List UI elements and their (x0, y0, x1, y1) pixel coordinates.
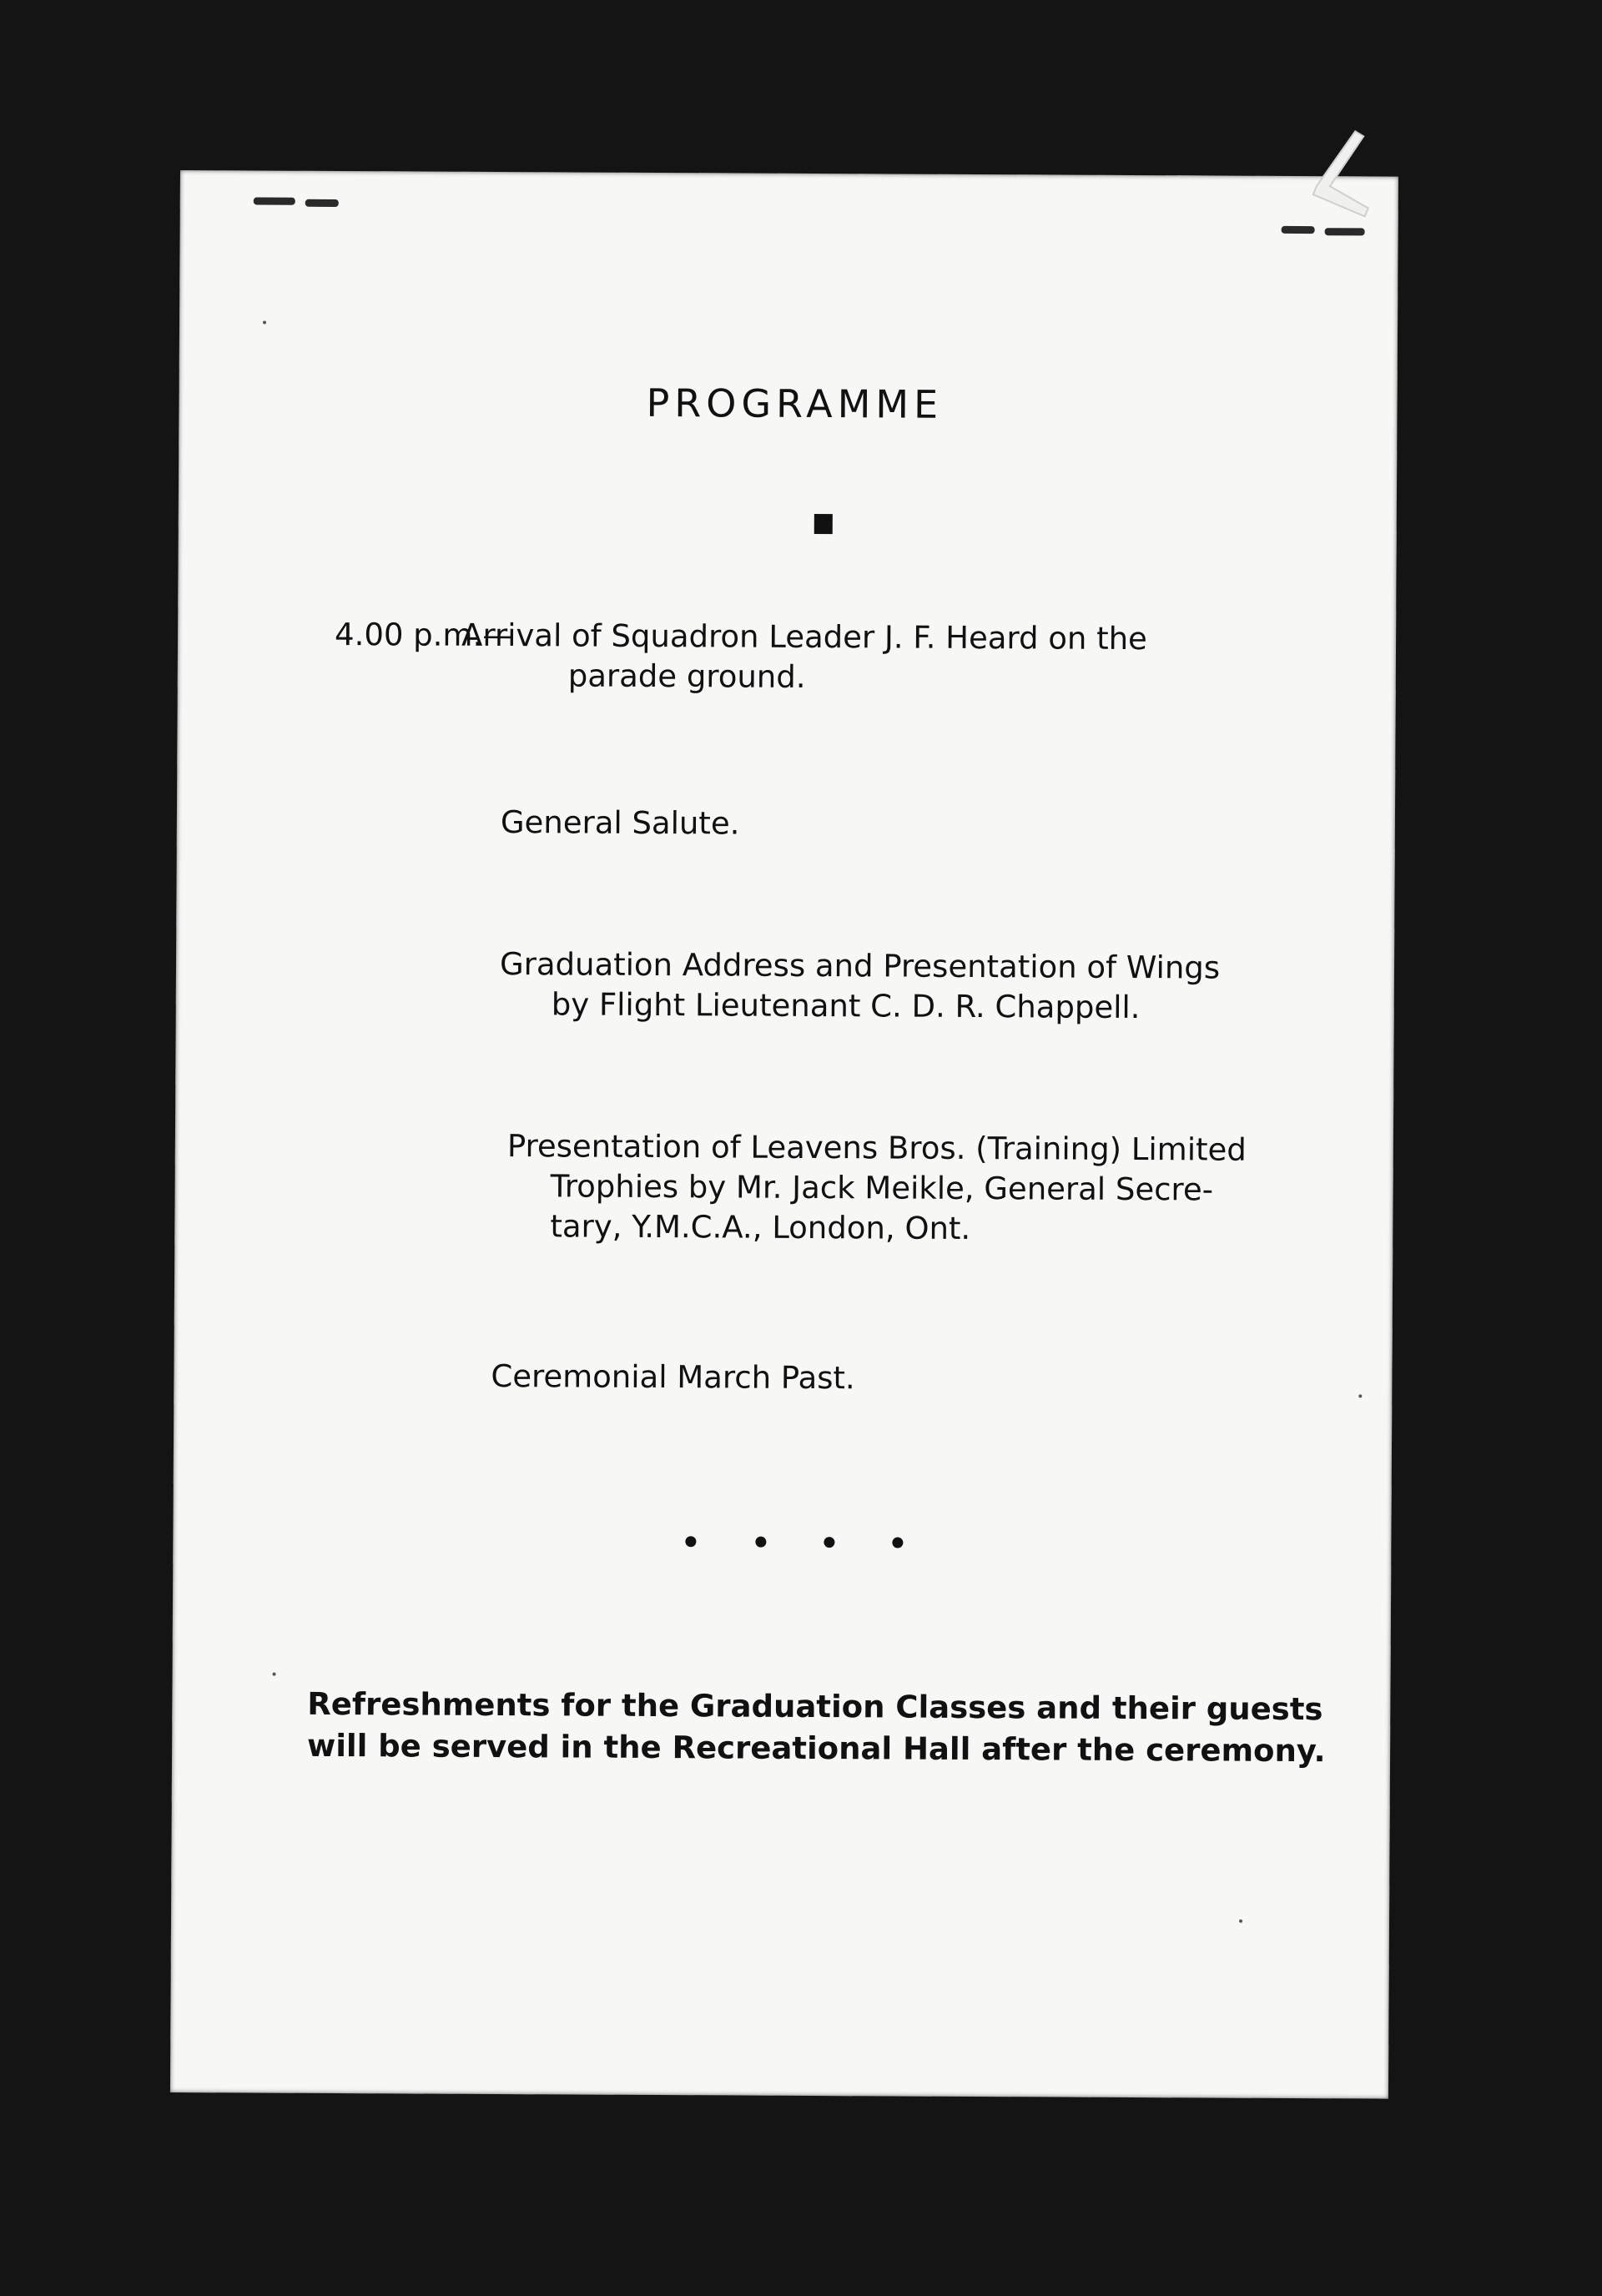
programme-title: PROGRAMME (646, 380, 944, 427)
programme-item-line: parade ground. (567, 657, 806, 695)
clip-mark (254, 197, 295, 204)
programme-item-line: General Salute. (500, 804, 740, 842)
square-ornament (814, 514, 833, 534)
programme-item-line: Arrival of Squadron Leader J. F. Heard on the (461, 617, 1147, 657)
programme-card (170, 170, 1398, 2099)
dot-ornament (685, 1536, 696, 1547)
dot-ornament (892, 1537, 903, 1548)
programme-item-line: Presentation of Leavens Bros. (Training) Limited (506, 1128, 1247, 1168)
item-time: 4.00 p.m.— (334, 616, 514, 654)
dust-speck (263, 321, 266, 325)
clip-mark (305, 199, 339, 207)
programme-item-line: Ceremonial March Past. (491, 1357, 855, 1397)
dust-speck (1239, 1920, 1242, 1923)
footer-note-line: will be served in the Recreational Hall after the ceremony. (307, 1727, 1326, 1770)
programme-item-line: tary, Y.M.C.A., London, Ont. (550, 1208, 971, 1246)
clip-mark (1325, 228, 1365, 235)
dot-ornament (824, 1537, 834, 1548)
programme-item-line: by Flight Lieutenant C. D. R. Chappell. (551, 986, 1141, 1026)
programme-item-line: Trophies by Mr. Jack Meikle, General Secre- (550, 1168, 1214, 1208)
dust-speck (273, 1673, 276, 1676)
footer-note-line: Refreshments for the Graduation Classes and their guests (307, 1685, 1323, 1728)
torn-tab-mark (1297, 128, 1373, 219)
dust-speck (1358, 1394, 1362, 1397)
dot-ornament (755, 1537, 766, 1548)
clip-mark (1282, 226, 1315, 234)
programme-item-line: Graduation Address and Presentation of Wings (499, 946, 1221, 986)
